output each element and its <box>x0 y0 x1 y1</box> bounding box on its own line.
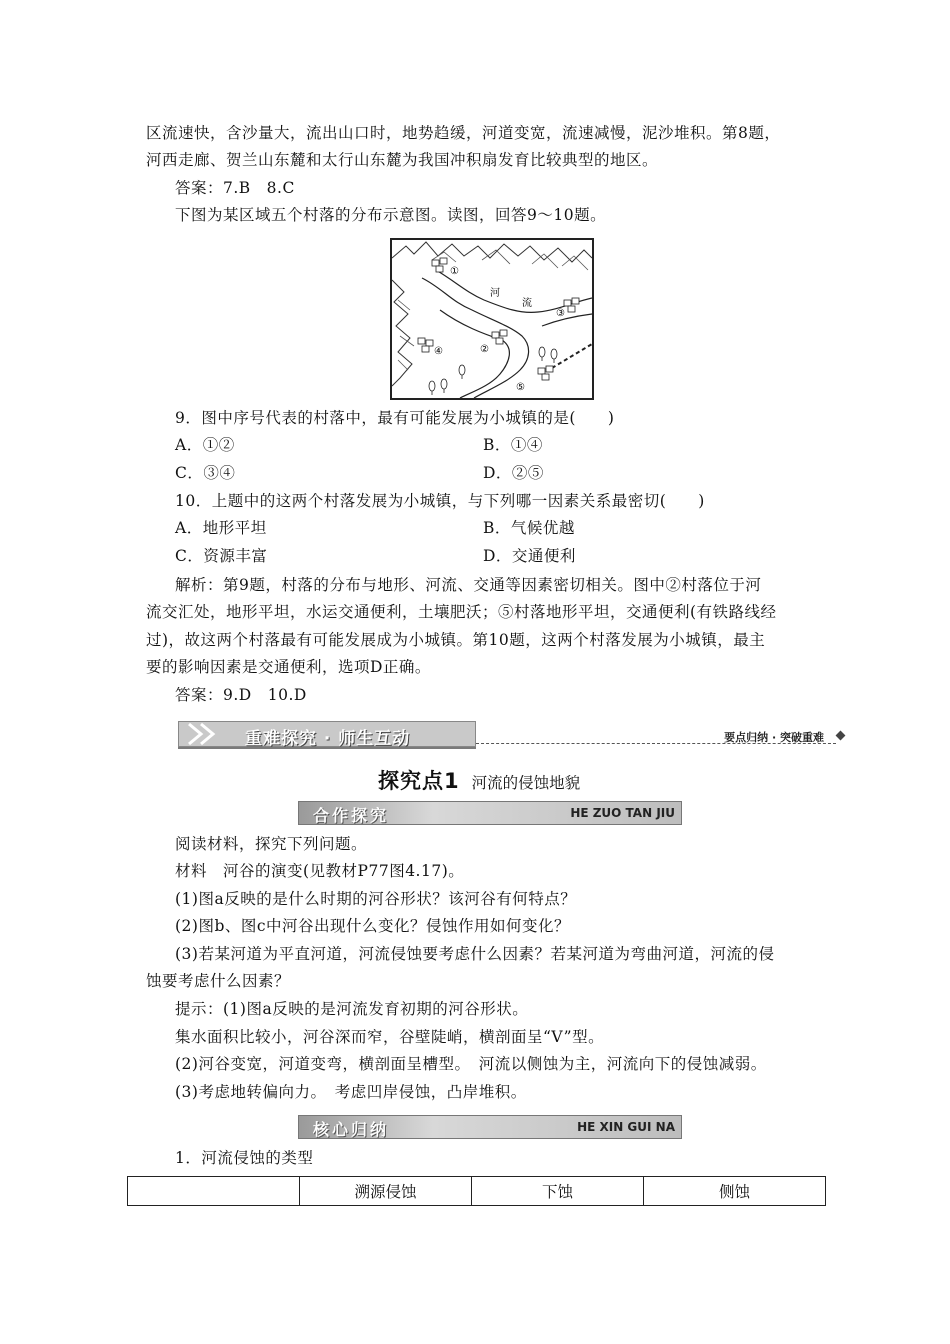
section-topic: 河流的侵蚀地貌 <box>471 774 581 792</box>
material-line: 材料 河谷的演变(见教材P77图4.17)。 <box>175 862 465 880</box>
question-intro: 下图为某区域五个村落的分布示意图。读图，回答9～10题。 <box>175 206 607 224</box>
hint-line: (3)考虑地转偏向力。 考虑凹岸侵蚀，凸岸堆积。 <box>175 1083 527 1101</box>
option-a: A．地形平坦 <box>175 519 267 537</box>
paragraph-line: 河西走廊、贺兰山东麓和太行山东麓为我国冲积扇发育比较典型的地区。 <box>146 151 659 169</box>
material-question: (3)若某河道为平直河道，河流侵蚀要考虑什么因素？若某河道为弯曲河道，河流的侵 <box>175 945 775 963</box>
map-river-label: 流 <box>522 298 532 309</box>
map-label-3: ③ <box>556 308 565 319</box>
tag-label: 核心归纳 <box>313 1120 390 1139</box>
map-label-5: ⑤ <box>516 382 525 393</box>
answer-line: 答案：9.D 10.D <box>175 686 307 704</box>
analysis-line: 流交汇处，地形平坦，水运交通便利，土壤肥沃；⑤村落地形平坦，交通便利(有铁路线经 <box>146 603 777 621</box>
answer-line: 答案：7.B 8.C <box>175 179 295 197</box>
section-heading <box>378 765 580 795</box>
tag-bar-cooperate <box>298 801 682 825</box>
material-line: 阅读材料，探究下列问题。 <box>175 835 368 853</box>
table-header-cell <box>128 1177 300 1206</box>
table-header-cell: 溯源侵蚀 <box>300 1177 472 1206</box>
hint-line: 提示：(1)图a反映的是河流发育初期的河谷形状。 <box>175 1000 529 1018</box>
map-drawing <box>392 240 592 398</box>
section-number: 探究点1 <box>378 769 460 793</box>
option-b: B．①④ <box>483 436 543 454</box>
diamond-icon <box>836 731 846 741</box>
option-c: C．资源丰富 <box>175 547 268 565</box>
option-c: C．③④ <box>175 464 236 482</box>
paragraph-line: 区流速快，含沙量大，流出山口时，地势趋缓，河道变宽，流速减慢，泥沙堆积。第8题， <box>146 124 781 142</box>
option-a: A．①② <box>175 436 235 454</box>
map-label-2: ② <box>480 344 489 355</box>
double-chevron-icon <box>187 722 237 746</box>
material-question: (2)图b、图c中河谷出现什么变化？侵蚀作用如何变化？ <box>175 917 571 935</box>
map-label-1: ① <box>450 266 459 277</box>
summary-heading: 1．河流侵蚀的类型 <box>175 1149 314 1167</box>
section-banner <box>178 721 848 751</box>
map-label-4: ④ <box>434 346 443 357</box>
table-header-cell: 下蚀 <box>472 1177 644 1206</box>
banner-bar <box>178 721 476 747</box>
village-distribution-map <box>390 238 594 400</box>
option-b: B．气候优越 <box>483 519 575 537</box>
map-river-label: 河 <box>490 288 500 299</box>
option-d: D．②⑤ <box>483 464 544 482</box>
analysis-line: 解析：第9题，村落的分布与地形、河流、交通等因素密切相关。图中②村落位于河 <box>175 576 762 594</box>
tag-pinyin: HE XIN GUI NA <box>577 1120 675 1134</box>
analysis-line: 要的影响因素是交通便利，选项D正确。 <box>146 658 431 676</box>
tag-pinyin: HE ZUO TAN JIU <box>570 806 675 820</box>
banner-title: 重难探究 · 师生互动 <box>245 729 411 749</box>
material-question: 蚀要考虑什么因素？ <box>146 972 291 990</box>
tag-bar-summary <box>298 1115 682 1139</box>
analysis-line: 过)，故这两个村落最有可能发展成为小城镇。第10题，这两个村落发展为小城镇，最主 <box>146 631 766 649</box>
option-d: D．交通便利 <box>483 547 576 565</box>
erosion-types-table <box>127 1176 826 1206</box>
hint-line: 集水面积比较小，河谷深而窄，谷壁陡峭，横剖面呈“V”型。 <box>175 1028 605 1046</box>
question-9-stem: 9．图中序号代表的村落中，最有可能发展为小城镇的是( ) <box>175 409 615 427</box>
hint-line: (2)河谷变宽，河道变弯，横剖面呈槽型。 河流以侧蚀为主，河流向下的侵蚀减弱。 <box>175 1055 767 1073</box>
table-header-row <box>128 1177 826 1206</box>
material-question: (1)图a反映的是什么时期的河谷形状？该河谷有何特点？ <box>175 890 577 908</box>
banner-subtitle: 要点归纳 · 突破重难 <box>724 731 824 744</box>
tag-label: 合作探究 <box>313 806 390 825</box>
table-header-cell: 侧蚀 <box>644 1177 826 1206</box>
question-10-stem: 10．上题中的这两个村落发展为小城镇，与下列哪一因素关系最密切( ) <box>175 492 705 510</box>
